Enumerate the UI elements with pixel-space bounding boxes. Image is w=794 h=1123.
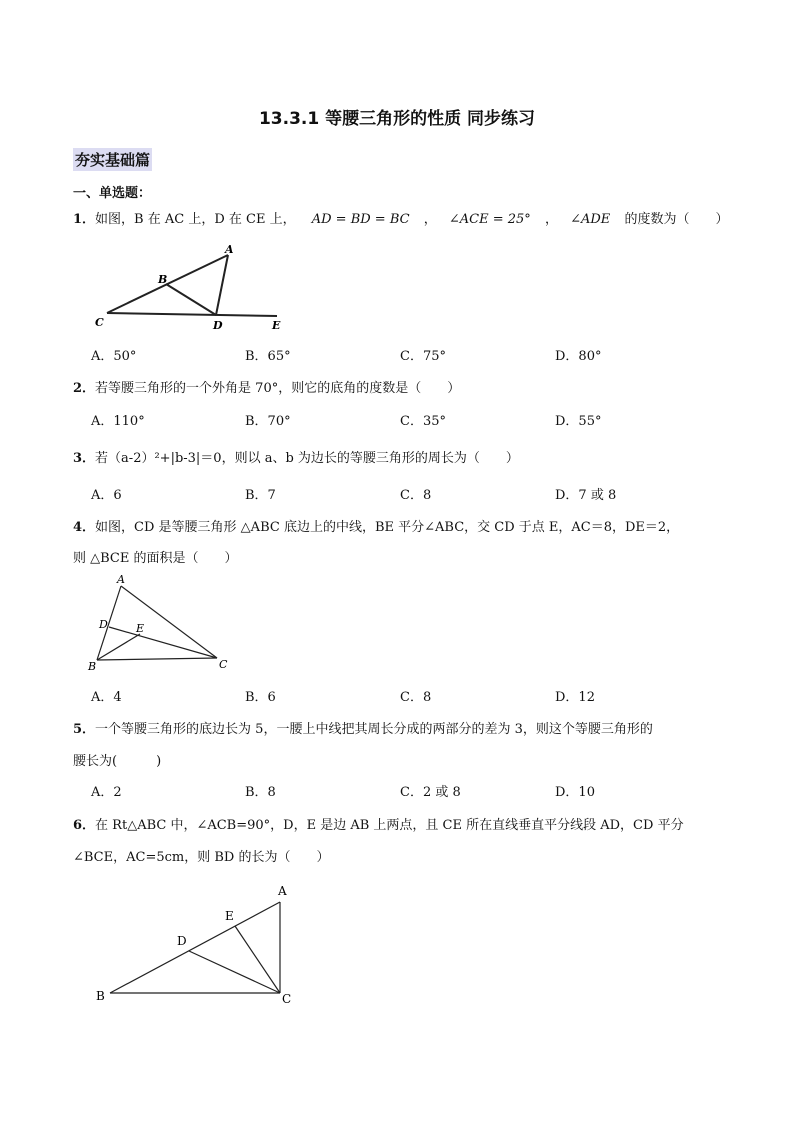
label-D: D [99, 618, 108, 631]
question-4-line-2: 则 △BCE 的面积是（ ） [73, 551, 238, 566]
math-expression: ∠ADE [570, 212, 611, 227]
separator: ， [544, 212, 558, 227]
option-a[interactable]: A．2 [91, 785, 122, 800]
question-text: 在 Rt△ABC 中，∠ACB=90°，D，E 是边 AB 上两点，且 CE 所在直线垂直平分线段 AD，CD 平分 [95, 818, 684, 833]
question-number: 2． [73, 381, 96, 396]
option-d[interactable]: D．12 [555, 690, 595, 705]
option-d[interactable]: D．55° [555, 414, 602, 429]
option-b[interactable]: B．7 [245, 488, 276, 503]
separator: ， [423, 212, 437, 227]
label-A: A [278, 884, 287, 898]
option-d[interactable]: D．10 [555, 785, 595, 800]
label-E: E [136, 622, 145, 635]
question-text: 如图，B 在 AC 上，D 在 CE 上， [95, 212, 296, 227]
label-C: C [95, 316, 104, 329]
question-text: 如图，CD 是等腰三角形 △ABC 底边上的中线，BE 平分∠ABC，交 CD 于点 E，AC＝8，DE＝2， [95, 520, 680, 535]
page-title: 13.3.1 等腰三角形的性质 同步练习 [258, 109, 536, 129]
label-B: B [158, 273, 168, 286]
question-number: 1． [73, 212, 96, 227]
label-C: C [282, 992, 292, 1006]
question-4 [73, 516, 679, 535]
option-a[interactable]: A．110° [91, 414, 145, 429]
option-b[interactable]: B．65° [245, 349, 291, 364]
question-5-line-2: 腰长为( ) [73, 754, 162, 769]
option-a[interactable]: A．4 [91, 690, 122, 705]
question-number: 4． [73, 520, 96, 535]
figure-q4 [85, 572, 240, 672]
section-heading: 一、单选题： [73, 186, 152, 201]
option-b[interactable]: B．6 [245, 690, 276, 705]
figure-q6 [88, 878, 308, 1008]
option-b[interactable]: B．70° [245, 414, 291, 429]
label-E: E [272, 319, 281, 332]
label-B: B [96, 989, 105, 1003]
option-d[interactable]: D．7 或 8 [555, 488, 617, 503]
math-expression: ∠ACE = 25° [448, 212, 531, 227]
label-D: D [177, 934, 187, 948]
option-d[interactable]: D．80° [555, 349, 602, 364]
label-D: D [213, 319, 223, 332]
label-A: A [225, 243, 234, 256]
option-a[interactable]: A．6 [91, 488, 122, 503]
option-c[interactable]: C．2 或 8 [400, 785, 461, 800]
label-C: C [219, 658, 228, 671]
option-c[interactable]: C．8 [400, 488, 432, 503]
option-b[interactable]: B．8 [245, 785, 276, 800]
question-text: 的度数为（ ） [624, 212, 729, 227]
question-number: 5． [73, 722, 96, 737]
question-number: 6． [73, 818, 96, 833]
label-B: B [88, 660, 97, 672]
math-expression: AD = BD = BC [311, 212, 410, 227]
question-text: 若等腰三角形的一个外角是 70°，则它的底角的度数是（ ） [95, 381, 461, 396]
option-c[interactable]: C．75° [400, 349, 446, 364]
option-a[interactable]: A．50° [91, 349, 137, 364]
label-A: A [117, 573, 125, 586]
section-tag: 夯实基础篇 [73, 148, 152, 171]
option-c[interactable]: C．8 [400, 690, 432, 705]
question-6-line-2: ∠BCE，AC=5cm，则 BD 的长为（ ） [73, 850, 330, 865]
question-number: 3． [73, 451, 96, 466]
option-c[interactable]: C．35° [400, 414, 446, 429]
question-2 [73, 377, 460, 396]
question-3 [73, 447, 519, 466]
question-text: 若（a-2）²+|b-3|＝0，则以 a、b 为边长的等腰三角形的周长为（ ） [95, 451, 519, 466]
question-1 [73, 208, 728, 227]
label-E: E [225, 909, 234, 923]
question-text: 一个等腰三角形的底边长为 5，一腰上中线把其周长分成的两部分的差为 3，则这个等腰三角形的 [95, 722, 653, 737]
question-5 [73, 718, 653, 737]
question-6 [73, 814, 684, 833]
figure-q1 [95, 240, 295, 335]
